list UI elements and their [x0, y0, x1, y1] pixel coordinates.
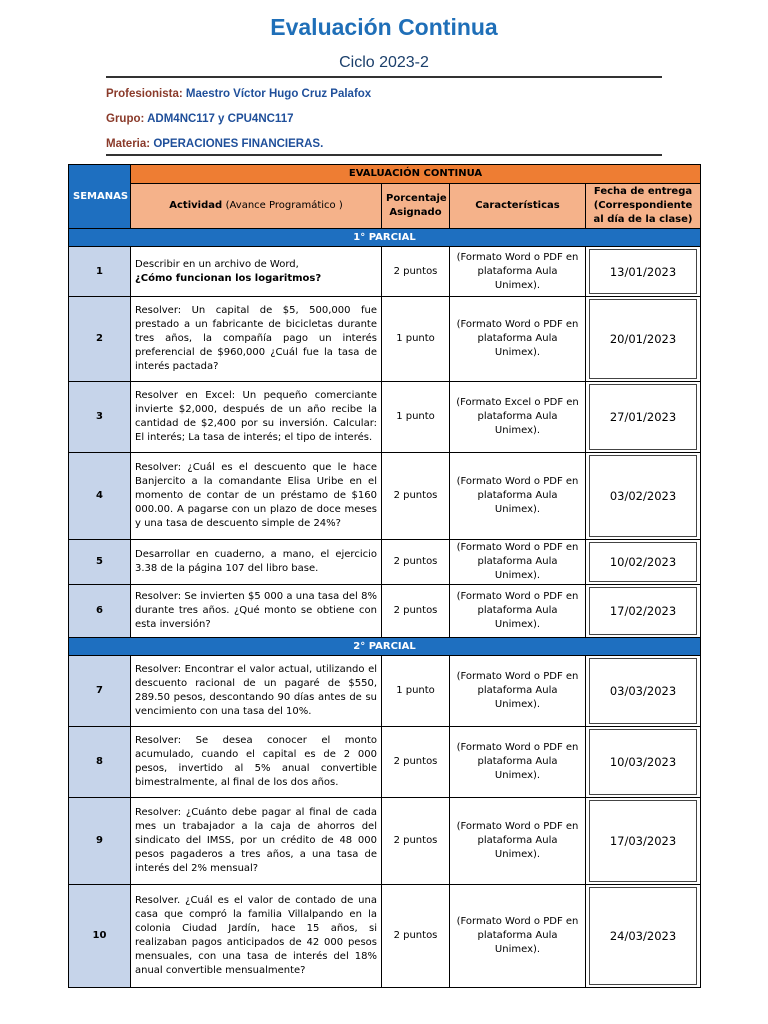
activity-text: Resolver: Se desea conocer el monto acumulado, cuando el capital es de 2 000 pesos, invertido al 5% anual convertible bimestralmente, al final de los dos años.: [135, 735, 377, 788]
due-date: 20/01/2023: [589, 299, 697, 379]
table-row: [69, 297, 701, 382]
points-cell: 2 puntos: [382, 247, 450, 297]
due-date: 17/02/2023: [589, 587, 697, 635]
divider-top: [106, 76, 662, 78]
activity-cell: [131, 798, 382, 885]
points-cell: 2 puntos: [382, 798, 450, 885]
table-row: [69, 382, 701, 453]
due-date: 03/02/2023: [589, 455, 697, 537]
activity-text: Desarrollar en cuaderno, a mano, el ejercicio 3.38 de la página 107 del libro base.: [135, 549, 377, 574]
activity-text: Resolver en Excel: Un pequeño comerciante invierte $2,000, después de un año recibe la cantidad de $2,400 por su inversión. Calcular: El interés; La tasa de interés; el tipo de interés.: [135, 390, 377, 443]
due-date: 17/03/2023: [589, 800, 697, 882]
due-date: 27/01/2023: [589, 384, 697, 450]
date-cell: [586, 453, 701, 540]
group-label: Grupo:: [106, 113, 145, 125]
semanas-header: SEMANAS: [69, 165, 131, 229]
date-cell: [586, 382, 701, 453]
features-cell: (Formato Word o PDF en plataforma Aula Unimex).: [450, 540, 586, 585]
features-cell: (Formato Word o PDF en plataforma Aula Unimex).: [450, 585, 586, 638]
features-cell: (Formato Word o PDF en plataforma Aula Unimex).: [450, 885, 586, 988]
subject-value: OPERACIONES FINANCIERAS.: [153, 138, 324, 150]
date-cell: [586, 297, 701, 382]
due-date: 03/03/2023: [589, 658, 697, 724]
due-date: 24/03/2023: [589, 887, 697, 985]
subject-line: [106, 138, 323, 150]
parcial-2-rows: [69, 656, 701, 988]
parcial-1-header: 1° PARCIAL: [69, 229, 701, 247]
week-number: 4: [69, 453, 131, 540]
table-row: [69, 798, 701, 885]
features-cell: (Formato Word o PDF en plataforma Aula Unimex).: [450, 727, 586, 798]
activity-cell: [131, 656, 382, 727]
cycle-label: Ciclo 2023-2: [339, 54, 429, 71]
evaluacion-continua-header: EVALUACIÓN CONTINUA: [131, 165, 701, 184]
evaluation-table: [68, 164, 701, 988]
caracteristicas-header: Características: [450, 184, 586, 229]
group-line: [106, 113, 293, 125]
subject-label: Materia:: [106, 138, 151, 150]
professor-label: Profesionista:: [106, 88, 183, 100]
table-row: [69, 540, 701, 585]
week-number: 1: [69, 247, 131, 297]
week-number: 2: [69, 297, 131, 382]
activity-text: Resolver: Encontrar el valor actual, utilizando el descuento racional de un pagaré de $550, 289.50 pesos, descontando 90 días antes de su vencimiento con una tasa del 10%.: [135, 664, 377, 717]
professor-line: [106, 88, 371, 100]
week-number: 10: [69, 885, 131, 988]
table-row: [69, 885, 701, 988]
due-date: 10/02/2023: [589, 542, 697, 582]
points-cell: 1 punto: [382, 656, 450, 727]
actividad-header: [131, 184, 382, 229]
table-row: [69, 247, 701, 297]
features-cell: (Formato Word o PDF en plataforma Aula Unimex).: [450, 798, 586, 885]
date-cell: [586, 885, 701, 988]
activity-cell: [131, 585, 382, 638]
features-cell: (Formato Word o PDF en plataforma Aula Unimex).: [450, 247, 586, 297]
week-number: 8: [69, 727, 131, 798]
activity-text: Describir en un archivo de Word,: [135, 258, 299, 270]
activity-cell: [131, 382, 382, 453]
activity-cell: [131, 540, 382, 585]
fecha-header-label: Fecha de entrega: [593, 186, 693, 197]
activity-text: Resolver: Un capital de $5, 500,000 fue prestado a un fabricante de bicicletas durante tres años, la compañía pago un interés preferencial de $960,000 ¿Cuál fue la tasa de interés pactada?: [135, 305, 377, 372]
fecha-header: [586, 184, 701, 229]
table-row: [69, 453, 701, 540]
porcentaje-header: Porcentaje Asignado: [382, 184, 450, 229]
page-title: Evaluación Continua: [270, 14, 498, 40]
points-cell: 2 puntos: [382, 885, 450, 988]
week-number: 5: [69, 540, 131, 585]
points-cell: 2 puntos: [382, 453, 450, 540]
date-cell: [586, 798, 701, 885]
week-number: 9: [69, 798, 131, 885]
week-number: 3: [69, 382, 131, 453]
activity-text: Resolver. ¿Cuál es el valor de contado de una casa que compró la familia Villalpando en la colonia Ciudad Jardín, hace 15 años, si realizaban pagos anticipados de 42 000 pesos mensuales, con una tasa de interés del 18% anual convertible mensualmente?: [135, 895, 377, 976]
week-number: 6: [69, 585, 131, 638]
activity-text: Resolver: Se invierten $5 000 a una tasa del 8% durante tres años. ¿Qué monto se obtiene con esta inversión?: [135, 591, 377, 630]
activity-cell: [131, 727, 382, 798]
activity-cell: [131, 297, 382, 382]
table-row: [69, 585, 701, 638]
points-cell: 2 puntos: [382, 727, 450, 798]
due-date: 10/03/2023: [589, 729, 697, 795]
activity-question: ¿Cómo funcionan los logaritmos?: [135, 272, 322, 284]
table-row: [69, 727, 701, 798]
activity-text: Resolver: ¿Cuánto debe pagar al final de cada mes un trabajador a la caja de ahorros del sindicato del IMSS, por un crédito de 48 000 pesos pagaderos a tres años, a una tasa de interés del 2% mensual?: [135, 807, 377, 874]
date-cell: [586, 585, 701, 638]
actividad-header-label: Actividad: [169, 200, 223, 211]
due-date: 13/01/2023: [589, 249, 697, 294]
features-cell: (Formato Word o PDF en plataforma Aula Unimex).: [450, 297, 586, 382]
features-cell: (Formato Excel o PDF en plataforma Aula Unimex).: [450, 382, 586, 453]
professor-name: Maestro Víctor Hugo Cruz Palafox: [185, 88, 372, 100]
points-cell: 2 puntos: [382, 540, 450, 585]
activity-cell: [131, 453, 382, 540]
activity-cell: [131, 885, 382, 988]
activity-cell: [131, 247, 382, 297]
features-cell: (Formato Word o PDF en plataforma Aula Unimex).: [450, 453, 586, 540]
table-row: [69, 656, 701, 727]
week-number: 7: [69, 656, 131, 727]
activity-text: Resolver: ¿Cuál es el descuento que le hace Banjercito a la comandante Elisa Uribe en el momento de contar de un préstamo de $160 000.00. A pagarse con un plazo de doce meses y una tasa de descuento simple de 24%?: [135, 462, 377, 529]
fecha-header-sub: (Correspondiente al día de la clase): [593, 200, 693, 225]
points-cell: 1 punto: [382, 382, 450, 453]
date-cell: [586, 656, 701, 727]
date-cell: [586, 247, 701, 297]
actividad-header-sub: (Avance Programático ): [225, 200, 343, 211]
parcial-2-header: 2° PARCIAL: [69, 638, 701, 656]
divider-bottom: [106, 154, 662, 156]
points-cell: 1 punto: [382, 297, 450, 382]
features-cell: (Formato Word o PDF en plataforma Aula Unimex).: [450, 656, 586, 727]
date-cell: [586, 727, 701, 798]
points-cell: 2 puntos: [382, 585, 450, 638]
parcial-1-rows: [69, 247, 701, 638]
date-cell: [586, 540, 701, 585]
group-value: ADM4NC117 y CPU4NC117: [147, 113, 294, 125]
